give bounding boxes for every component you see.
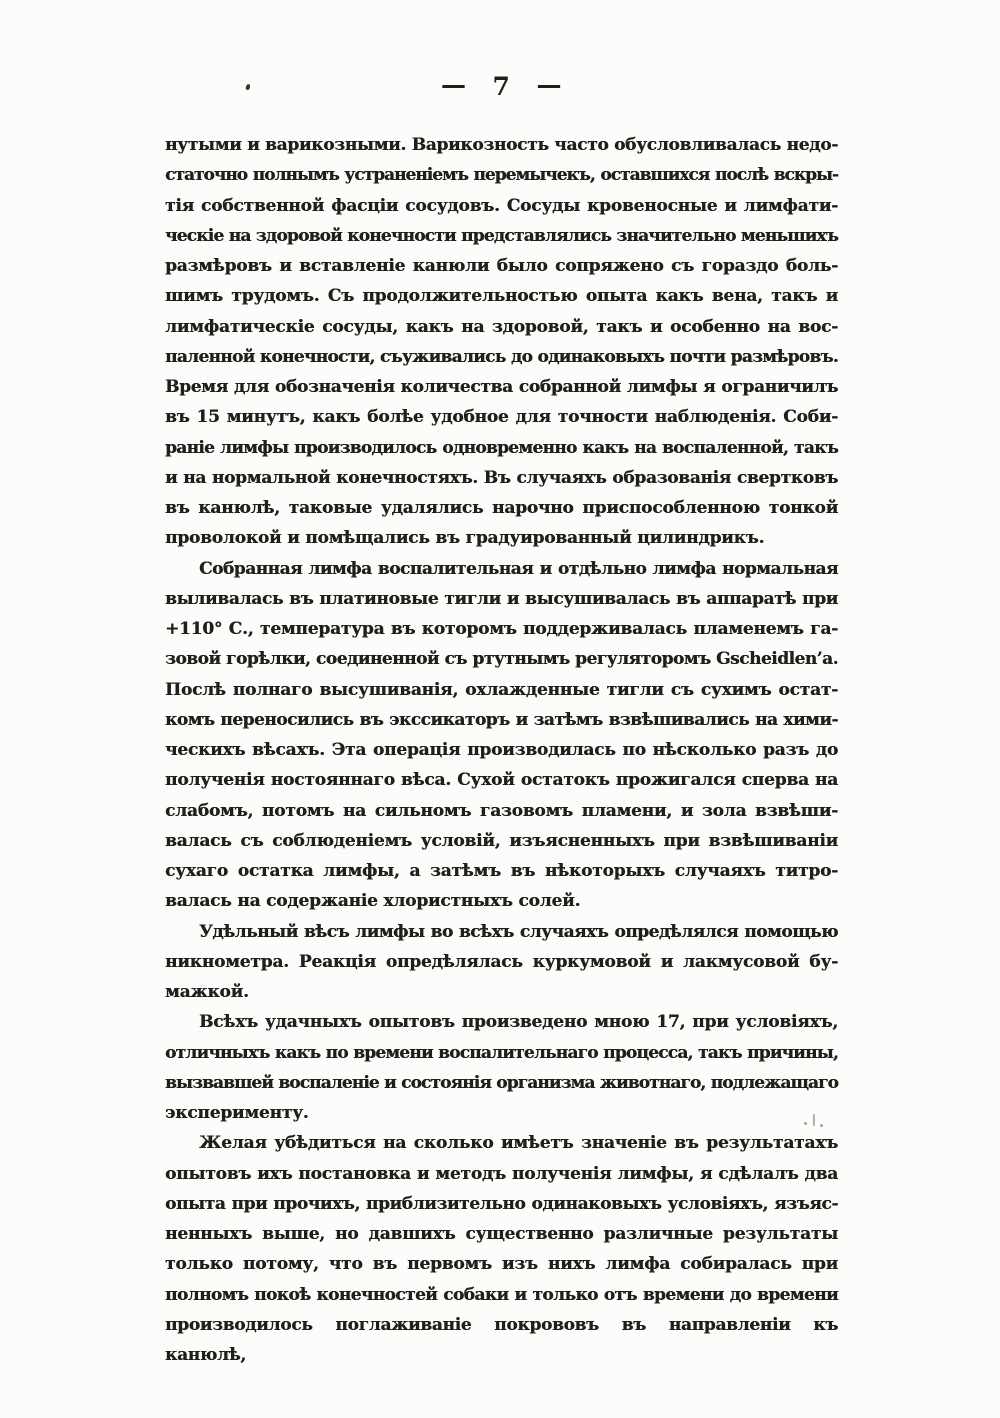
text-block xyxy=(165,130,838,1365)
text-line: +110° С., температура въ которомъ поддерживалась пламенемъ га- xyxy=(165,619,838,639)
text-line: въ канюлѣ, таковые удалялись нарочно приспособленною тонкой xyxy=(165,498,838,518)
text-line: паленной конечности, съуживались до одинаковыхъ почти размѣровъ. xyxy=(165,346,838,367)
text-line: шимъ трудомъ. Съ продолжительностью опыта какъ вена, такъ и xyxy=(165,286,838,307)
text-line: раніе лимфы производилось одновременно какъ на воспаленной, такъ xyxy=(165,437,838,458)
paragraph xyxy=(165,1128,838,1365)
text-line: полученія ностояннаго вѣса. Сухой остатокъ прожигался сперва на xyxy=(165,770,838,791)
paragraph xyxy=(165,1007,838,1128)
text-line: комъ переносились въ экссикаторъ и затѣмъ взвѣшивались на хими- xyxy=(165,709,838,730)
text-line: вызвавшей воспаленіе и состоянія организма животнаго, подлежащаго xyxy=(165,1072,838,1093)
paragraph xyxy=(165,917,838,1008)
page-header xyxy=(165,72,838,101)
text-line: производилось поглаживаніе покрововъ въ направленіи къ канюлѣ, xyxy=(165,1314,838,1365)
text-line: валась на содержаніе хлористныхъ солей. xyxy=(165,891,581,912)
text-line: проволокой и помѣщались въ градуированный цилиндрикъ. xyxy=(165,528,765,549)
text-line: полномъ покоѣ конечностей собаки и только отъ времени до времени xyxy=(165,1284,838,1305)
text-line: Собранная лимфа воспалительная и отдѣльно лимфа нормальная xyxy=(199,558,838,579)
text-line: эксперименту. xyxy=(165,1103,309,1123)
text-line: Всѣхъ удачныхъ опытовъ произведено мною 17, при условіяхъ, xyxy=(199,1012,838,1033)
text-line: и на нормальной конечностяхъ. Въ случаяхъ образованія свертковъ xyxy=(165,467,838,488)
text-line: ческіе на здоровой конечности представлялись значительно меньшихъ xyxy=(165,225,838,246)
paragraph xyxy=(165,130,838,554)
text-line: размѣровъ и вставленіе канюли было сопряжено съ гораздо боль- xyxy=(165,256,838,276)
text-line: ческихъ вѣсахъ. Эта операція производилась по нѣсколько разъ до xyxy=(165,740,838,760)
paragraph xyxy=(165,554,838,917)
text-line: валась съ соблюденіемъ условій, изъясненныхъ при взвѣшиваніи xyxy=(165,830,838,851)
text-line: Время для обозначенія количества собранной лимфы я ограничилъ xyxy=(165,377,838,397)
text-line: отличныхъ какъ по времени воспалительнаго процесса, такъ причины, xyxy=(165,1042,838,1063)
text-line: выливалась въ платиновые тигли и высушивалась въ аппаратѣ при xyxy=(165,588,838,609)
text-line: лимфатическіе сосуды, какъ на здоровой, такъ и особенно на вос- xyxy=(165,316,838,337)
header-dash-right: — xyxy=(536,70,562,99)
text-line: мажкой. xyxy=(165,982,249,1002)
header-dash-left: — xyxy=(441,70,467,99)
text-line: ненныхъ выше, но давшихъ существенно различные результаты xyxy=(165,1224,838,1244)
text-line: слабомъ, потомъ на сильномъ газовомъ пламени, и зола взвѣши- xyxy=(165,800,838,821)
text-line: Удѣльный вѣсъ лимфы во всѣхъ случаяхъ опредѣлялся помощью xyxy=(199,921,838,942)
text-line: нутыми и варикозными. Варикозность часто обусловливалась недо- xyxy=(165,135,838,155)
text-line: Желая убѣдиться на сколько имѣетъ значеніе въ результатахъ xyxy=(199,1133,838,1154)
text-line: сухаго остатка лимфы, а затѣмъ въ нѣкоторыхъ случаяхъ титро- xyxy=(165,861,838,881)
text-line: никнометра. Реакція опредѣлялась куркумовой и лакмусовой бу- xyxy=(165,951,838,972)
text-line: зовой горѣлки, соединенной съ ртутнымъ регуляторомъ Gscheidlen’а. xyxy=(165,649,838,670)
text-line: тія собственной фасціи сосудовъ. Сосуды кровеносные и лимфати- xyxy=(165,195,838,216)
text-line: въ 15 минутъ, какъ болѣе удобное для точности наблюденія. Соби- xyxy=(165,407,838,428)
text-line: статочно полнымъ устраненіемъ перемычекъ, оставшихся послѣ вскры- xyxy=(165,165,838,186)
text-line: опыта при прочихъ, приблизительно одинаковыхъ условіяхъ, язъяс- xyxy=(165,1193,838,1214)
page-number: 7 xyxy=(492,72,511,101)
text-line: опытовъ ихъ постановка и методъ полученія лимфы, я сдѣлалъ два xyxy=(165,1163,838,1184)
text-line: Послѣ полнаго высушиванія, охлажденные тигли съ сухимъ остат- xyxy=(165,679,838,700)
text-line: только потому, что въ первомъ изъ нихъ лимфа собиралась при xyxy=(165,1254,838,1275)
